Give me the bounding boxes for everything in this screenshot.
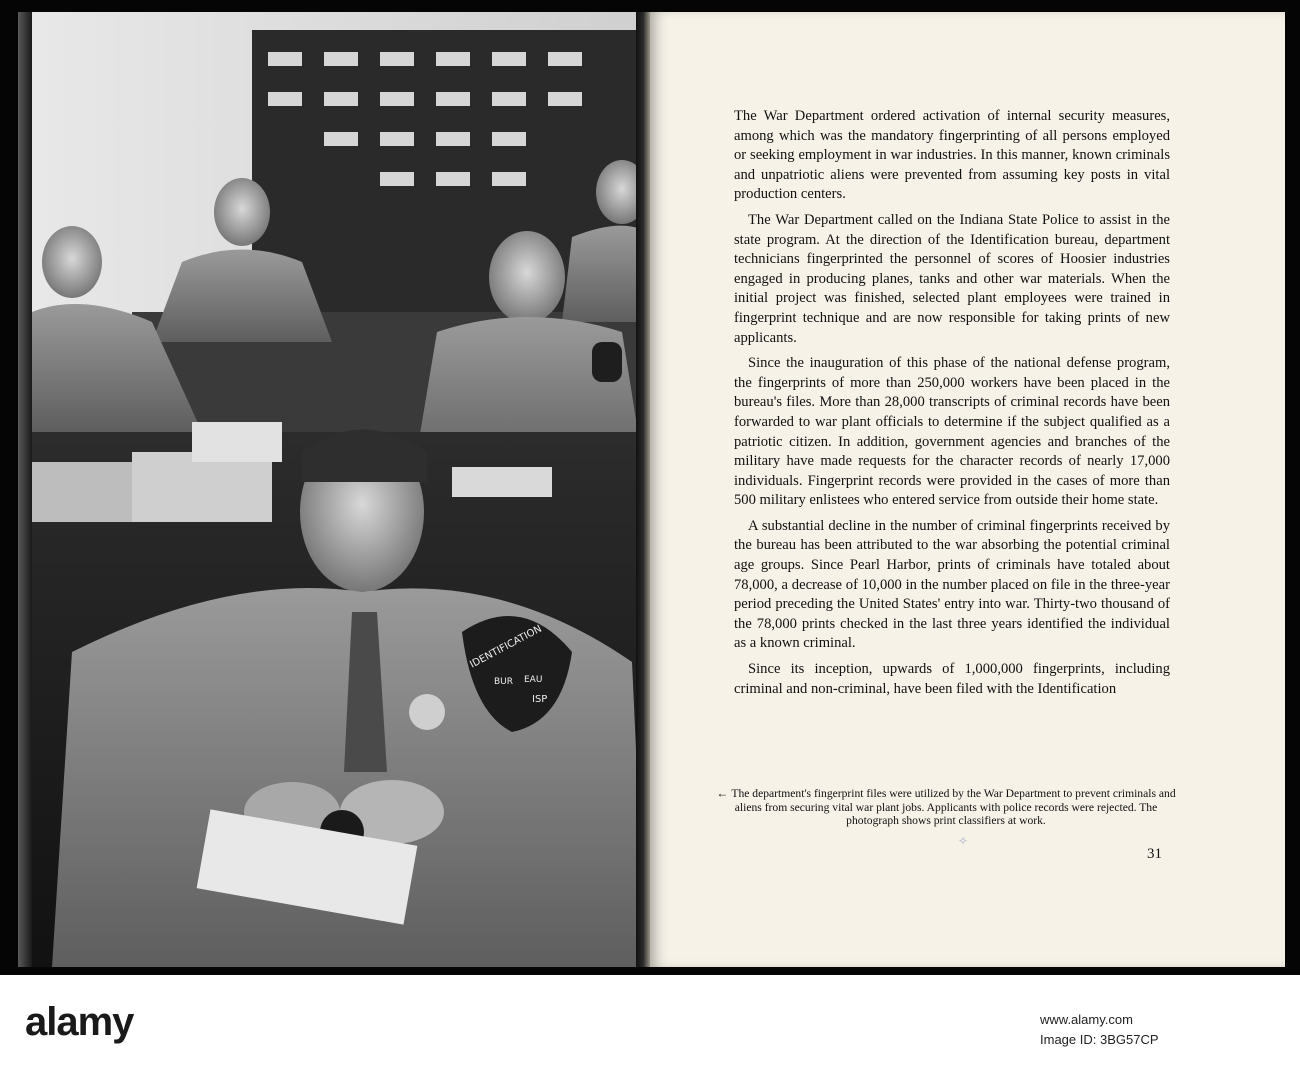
caption-text: The department's fingerprint files were utilized by the War Department to prevent criminals and aliens from securing vital war plant jobs. Applicants with police records were rejected. The photograph shows print classifiers at work. <box>731 787 1176 828</box>
photo-caption <box>716 787 1176 828</box>
paragraph: The War Department ordered activation of internal security measures, among which was the mandatory fingerprinting of all persons employed or seeking employment in war industries. In this manner, known criminals and unpatriotic aliens were prevented from assuming key posts in vital production centers. <box>734 108 1170 203</box>
watermark-logo: alamy <box>25 1000 134 1044</box>
watermark-image-id: Image ID: 3BG57CP <box>1040 1032 1159 1047</box>
watermark-url: www.alamy.com <box>1040 1012 1133 1027</box>
patch-text-3: EAU <box>524 675 543 685</box>
patch-text-2: BUR <box>494 677 514 687</box>
patch-text-1: IDENTIFICATION <box>468 623 544 671</box>
ink-stamp-mark: ✧ <box>958 834 969 848</box>
badge <box>409 694 445 730</box>
paragraph: A substantial decline in the number of criminal fingerprints received by the bureau has been attributed to the war absorbing the potential criminal age groups. Since Pearl Harbor, prints of criminals have totaled about 78,000, a decrease of 10,000 in the number placed on file in the three-year period preceding the United States' entry into war. Thirty-two thousand of the 78,000 prints checked in the last three years identified the individual as a known criminal. <box>734 517 1170 652</box>
body-text <box>734 107 1170 705</box>
patch-text-4: ISP <box>532 694 548 705</box>
paragraph: The War Department called on the Indiana State Police to assist in the state program. At the direction of the Identification bureau, department technicians fingerprinted the personnel of scores of Hoosier industries engaged in producing planes, tanks and other war materials. When the initial project was finished, selected plant employees were trained in fingerprint technique and are now responsible for taking prints of new applicants. <box>734 211 1170 346</box>
arrow-left-icon: ← <box>716 786 729 800</box>
page-number: 31 <box>1147 846 1162 862</box>
page-edge <box>18 12 32 967</box>
paragraph: Since the inauguration of this phase of the national defense program, the fingerprints of more than 250,000 workers have been placed in the bureau's files. More than 28,000 transcripts of criminal records have been forwarded to war plant officials to determine if the subject qualified as a patriotic citizen. In addition, government agencies and branches of the military have made requests for the character records of nearly 17,000 individuals. Fingerprint records were provided in the cases of more than 500 military enlistees who entered service from outside their home state. <box>734 355 1170 509</box>
paragraph: Since its inception, upwards of 1,000,000 fingerprints, including criminal and non-criminal, have been filed with the Identification <box>734 661 1170 697</box>
photograph <box>32 12 646 967</box>
